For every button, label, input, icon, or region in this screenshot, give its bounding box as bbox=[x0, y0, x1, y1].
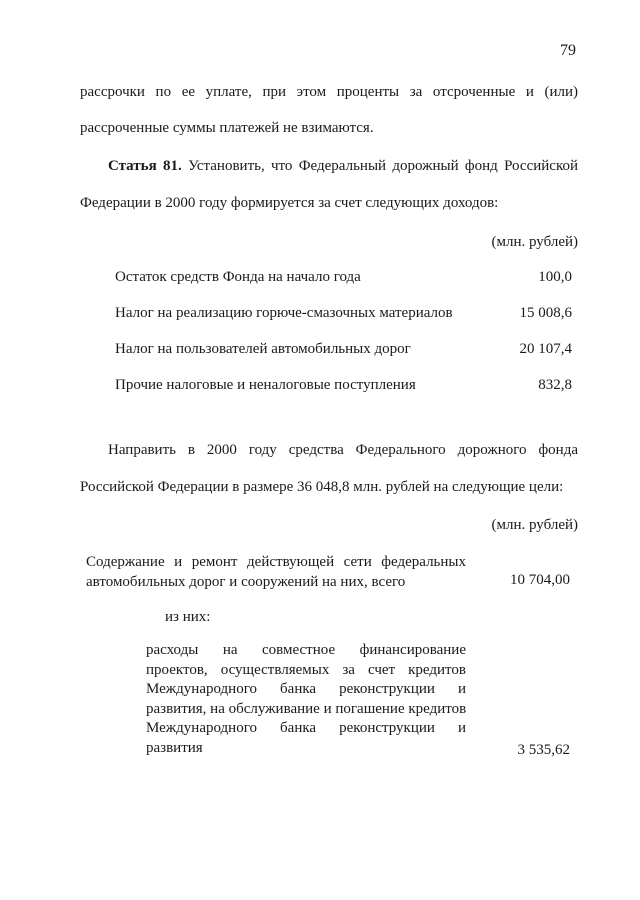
intro-line-1: рассрочки по ее уплате, при этом проценты за отсроченные и (или) bbox=[80, 84, 578, 100]
income-row-value-0: 100,0 bbox=[538, 269, 572, 285]
direct-line-2: Российской Федерации в размере 36 048,8 млн. рублей на следующие цели: bbox=[80, 479, 564, 495]
page-number: 79 bbox=[560, 42, 576, 59]
expense-sub-line-0: расходы на совместное финансирование bbox=[146, 642, 466, 658]
expense-main-line-2: автомобильных дорог и сооружений на них, всего bbox=[86, 573, 406, 590]
intro-line-2: рассроченные суммы платежей не взимаются. bbox=[80, 120, 374, 136]
article-line-1 bbox=[108, 158, 578, 175]
expense-sub-description bbox=[146, 641, 466, 758]
article-label: Статья 81. bbox=[108, 158, 182, 174]
article-line-1-rest: Установить, что Федеральный дорожный фонд Российской bbox=[188, 158, 578, 174]
article-line-2: Федерации в 2000 году формируется за счет следующих доходов: bbox=[80, 195, 499, 211]
income-row-value-1: 15 008,6 bbox=[519, 305, 572, 321]
income-row-value-2: 20 107,4 bbox=[519, 341, 572, 357]
income-row-label-3: Прочие налоговые и неналоговые поступления bbox=[115, 377, 416, 393]
unit-label-expenses: (млн. рублей) bbox=[491, 517, 578, 533]
expense-sub-line-5: развития bbox=[146, 739, 203, 756]
expense-main-description bbox=[86, 553, 466, 592]
expense-sub-value: 3 535,62 bbox=[517, 742, 570, 758]
income-row-value-3: 832,8 bbox=[538, 377, 572, 393]
expense-main-value: 10 704,00 bbox=[510, 572, 570, 588]
income-row-label-0: Остаток средств Фонда на начало года bbox=[115, 269, 361, 285]
direct-line-1: Направить в 2000 году средства Федерального дорожного фонда bbox=[108, 442, 578, 458]
of-which-label: из них: bbox=[165, 609, 211, 625]
income-row-label-1: Налог на реализацию горюче-смазочных материалов bbox=[115, 305, 453, 321]
unit-label-income: (млн. рублей) bbox=[491, 234, 578, 250]
expense-sub-line-3: развития, на обслуживание и погашение кредитов bbox=[146, 700, 467, 717]
expense-main-line-1: Содержание и ремонт действующей сети федеральных bbox=[86, 554, 466, 570]
income-row-label-2: Налог на пользователей автомобильных дорог bbox=[115, 341, 411, 357]
expense-sub-line-1: проектов, осуществляемых за счет кредитов bbox=[146, 661, 466, 678]
expense-sub-line-4: Международного банка реконструкции и bbox=[146, 720, 466, 736]
expense-sub-line-2: Международного банка реконструкции и bbox=[146, 681, 466, 697]
